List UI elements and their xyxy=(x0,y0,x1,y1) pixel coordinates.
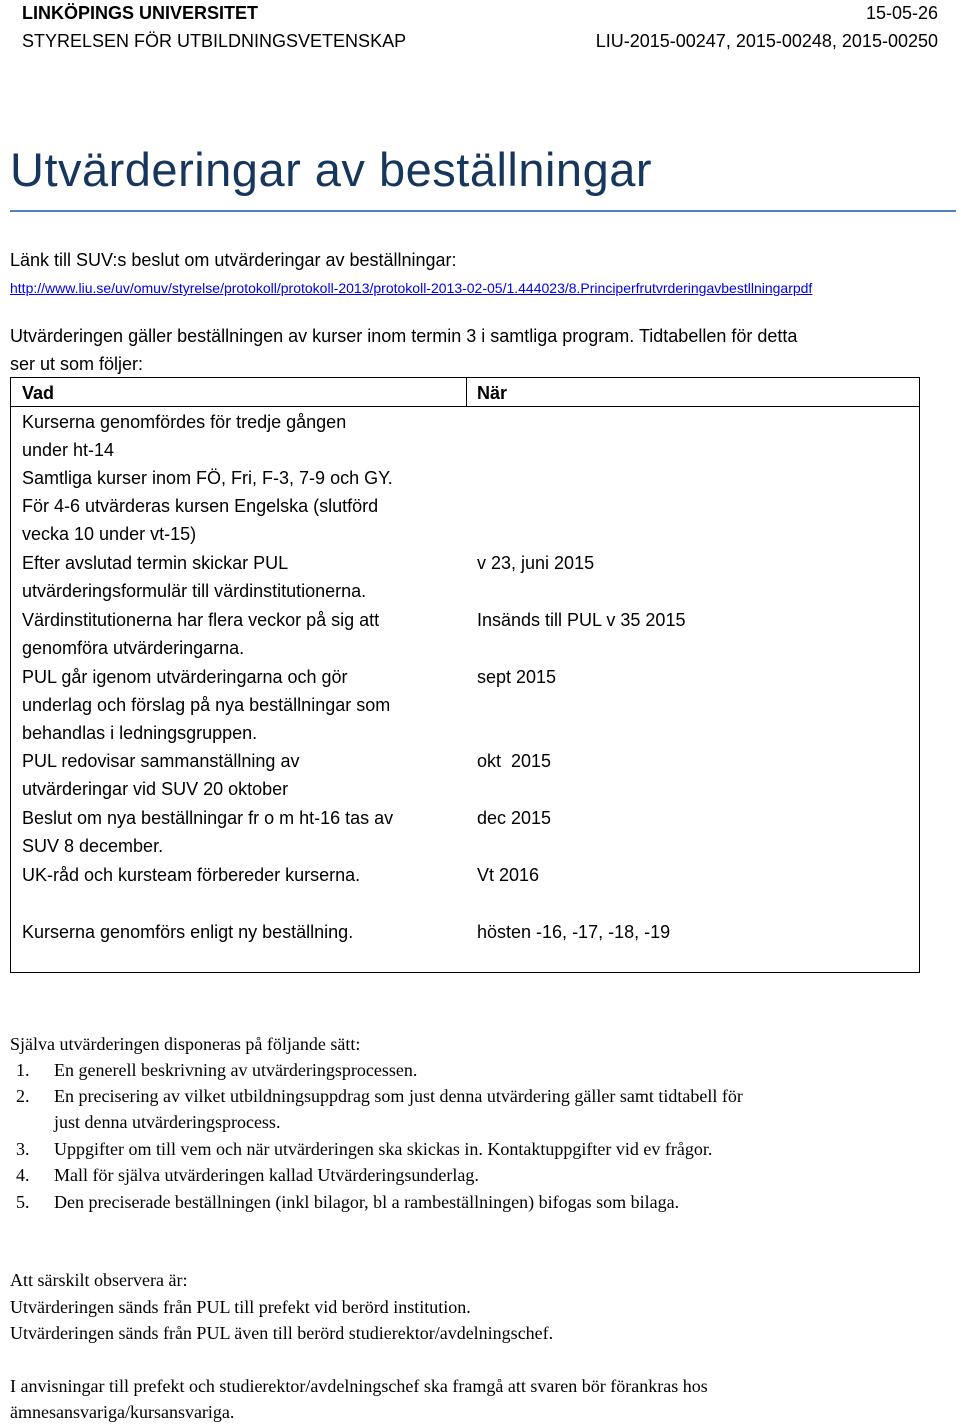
column-header-when: När xyxy=(477,383,508,403)
table-row-what: UK-råd och kursteam förbereder kurserna. xyxy=(22,865,361,885)
table-row-what: Värdinstitutionerna har flera veckor på sig att genomföra utvärderingarna. xyxy=(22,610,380,658)
table-row-when: okt 2015 xyxy=(477,751,552,771)
table-row-when: sept 2015 xyxy=(477,667,557,687)
notes-heading: Att särskilt observera är: xyxy=(10,1270,188,1290)
decision-link[interactable]: http://www.liu.se/uv/omuv/styrelse/protokoll/protokoll-2013/protokoll-2013-02-05/1.444023/8.Principerfrutvrderingavbestllningarpdf xyxy=(10,280,813,296)
table-row-when: v 23, juni 2015 xyxy=(477,553,595,573)
board-name: STYRELSEN FÖR UTBILDNINGSVETENSKAP xyxy=(22,31,407,51)
notes-line: Utvärderingen sänds från PUL även till berörd studierektor/avdelningschef. xyxy=(10,1323,554,1343)
intro-text-line2: ser ut som följer: xyxy=(10,354,144,374)
header-rule xyxy=(11,406,919,407)
timetable xyxy=(10,377,920,973)
table-row-what: Kurserna genomförs enligt ny beställning. xyxy=(22,922,354,942)
closing-text-line2: ämnesansvariga/kursansvariga. xyxy=(10,1402,235,1422)
table-row-what: PUL redovisar sammanställning av utvärderingar vid SUV 20 oktober xyxy=(22,751,300,799)
document-date: 15-05-26 xyxy=(865,3,938,23)
disposition-heading: Själva utvärderingen disponeras på följande sätt: xyxy=(10,1034,361,1054)
table-row-what: Beslut om nya beställningar fr o m ht-16 tas av SUV 8 december. xyxy=(22,808,394,856)
table-row-what: Kurserna genomfördes för tredje gången under ht-14 Samtliga kurser inom FÖ, Fri, F-3, 7-9 och GY. För 4-6 utvärderas kursen Engelska (slutförd vecka 10 under vt-15) xyxy=(22,412,393,544)
closing-text-line1: I anvisningar till prefekt och studierektor/avdelningschef ska framgå att svaren bör förankras hos xyxy=(10,1376,708,1396)
table-row-when: dec 2015 xyxy=(477,808,552,828)
page-title: Utvärderingar av beställningar xyxy=(10,143,652,196)
notes-line: Utvärderingen sänds från PUL till prefekt vid berörd institution. xyxy=(10,1297,471,1317)
table-row-when: Insänds till PUL v 35 2015 xyxy=(477,610,686,630)
table-row-when: hösten -16, -17, -18, -19 xyxy=(477,922,671,942)
list-item: 2. En precisering av vilket utbildningsuppdrag som just denna utvärdering gäller samt tidtabell för just denna utvärderingsprocess. xyxy=(16,1086,743,1132)
header-divider xyxy=(466,378,467,406)
column-header-what: Vad xyxy=(22,383,55,403)
list-item: 1. En generell beskrivning av utvärderingsprocessen. xyxy=(16,1060,418,1080)
list-item: 4. Mall för själva utvärderingen kallad Utvärderingsunderlag. xyxy=(16,1165,479,1185)
university-name: LINKÖPINGS UNIVERSITET xyxy=(22,3,259,23)
list-item: 5. Den preciserade beställningen (inkl bilagor, bl a rambeställningen) bifogas som bilaga. xyxy=(16,1192,680,1212)
list-item: 3. Uppgifter om till vem och när utvärderingen ska skickas in. Kontaktuppgifter vid ev frågor. xyxy=(16,1139,713,1159)
title-underline xyxy=(10,210,956,212)
table-row-what: PUL går igenom utvärderingarna och gör underlag och förslag på nya beställningar som behandlas i ledningsgruppen. xyxy=(22,667,391,743)
reference-numbers: LIU-2015-00247, 2015-00248, 2015-00250 xyxy=(595,31,938,51)
table-row-when: Vt 2016 xyxy=(477,865,540,885)
link-label: Länk till SUV:s beslut om utvärderingar av beställningar: xyxy=(10,250,457,270)
intro-text-line1: Utvärderingen gäller beställningen av kurser inom termin 3 i samtliga program. Tidtabellen för detta xyxy=(10,326,798,346)
table-row-what: Efter avslutad termin skickar PUL utvärderingsformulär till värdinstitutionerna. xyxy=(22,553,367,601)
